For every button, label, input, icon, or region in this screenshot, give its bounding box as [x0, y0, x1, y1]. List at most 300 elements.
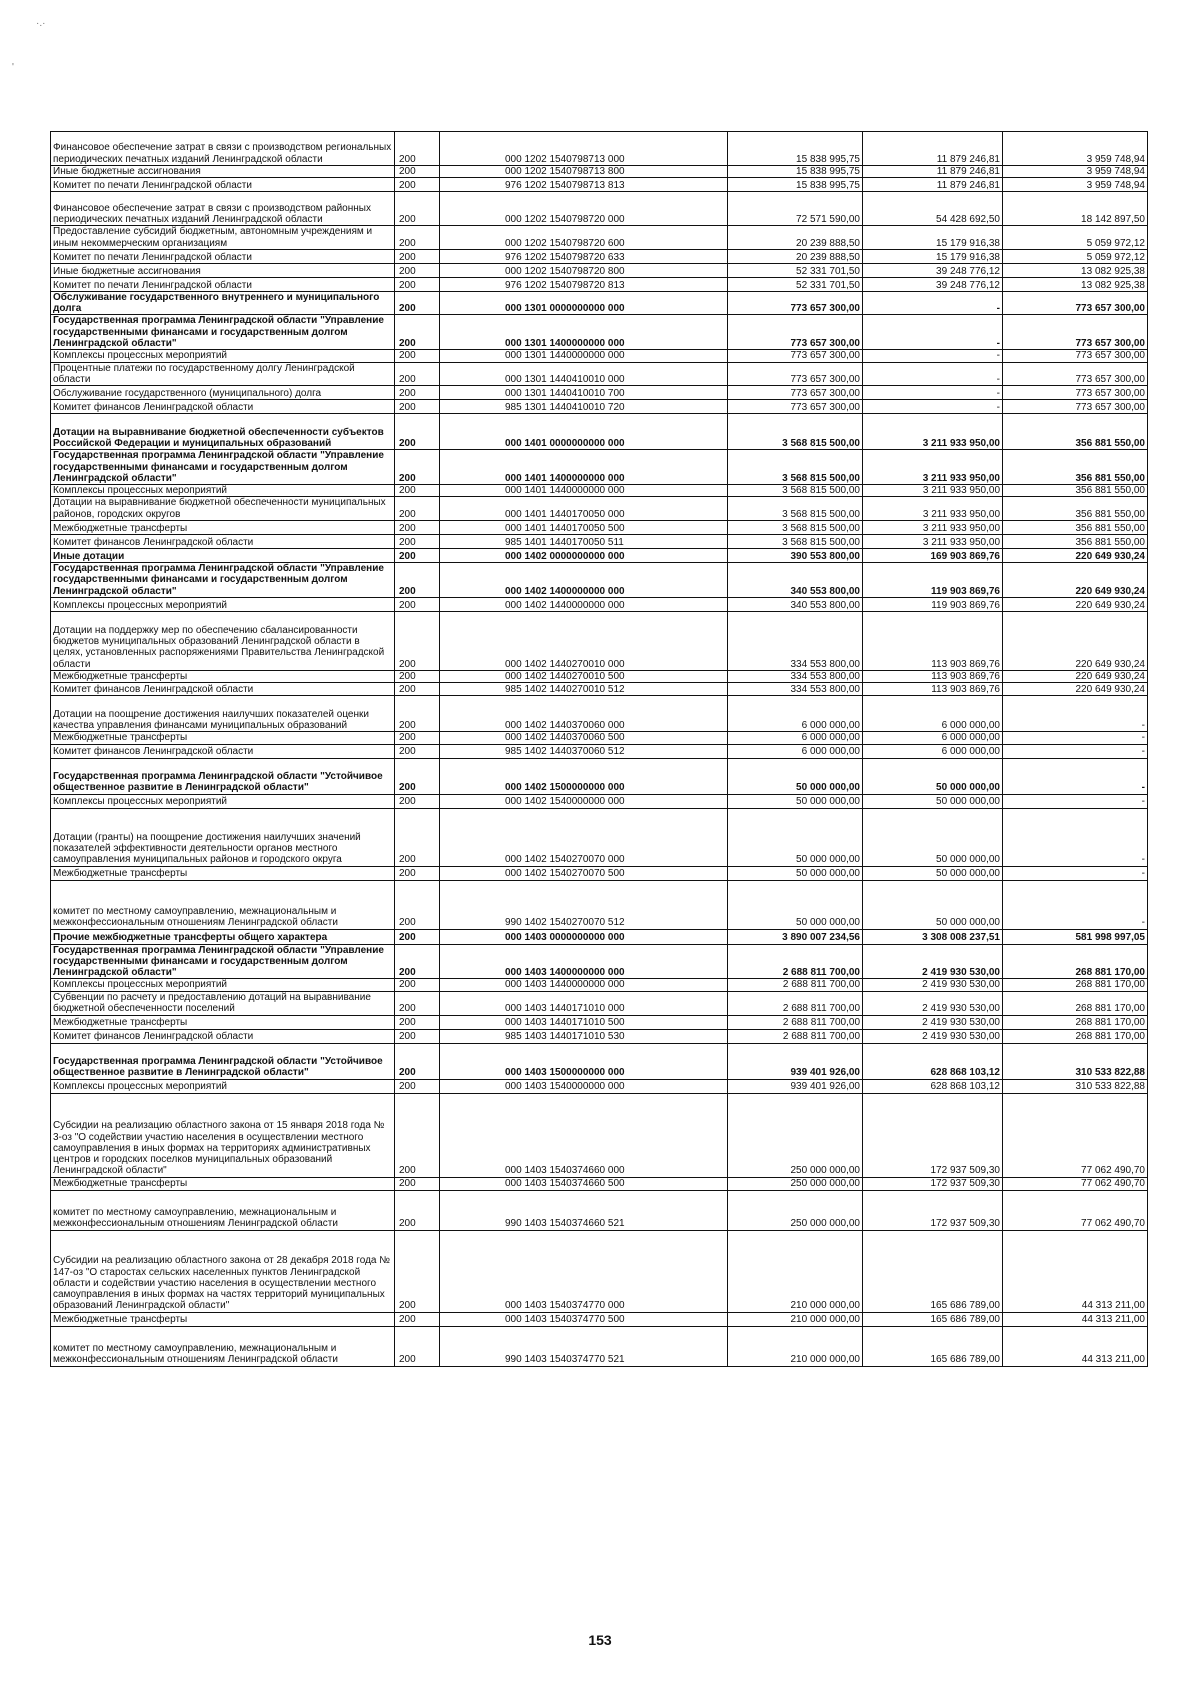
row-rest: 356 881 550,00	[1003, 521, 1148, 535]
row-name: Межбюджетные трансферты	[51, 732, 395, 744]
row-name: Иные бюджетные ассигнования	[51, 166, 395, 178]
table-row	[51, 597, 1148, 611]
row-code: 200	[395, 1029, 440, 1043]
row-kbk: 000 1401 1440000000 000	[440, 485, 728, 497]
table-row	[51, 450, 1148, 485]
row-rest: 44 313 211,00	[1003, 1230, 1148, 1312]
row-plan: 210 000 000,00	[728, 1312, 863, 1326]
row-fact: 15 179 916,38	[863, 226, 1003, 250]
table-row	[51, 563, 1148, 598]
row-fact: 628 868 103,12	[863, 1043, 1003, 1079]
row-code: 200	[395, 744, 440, 758]
row-fact: 6 000 000,00	[863, 744, 1003, 758]
table-row	[51, 744, 1148, 758]
row-plan: 6 000 000,00	[728, 696, 863, 732]
row-rest: 220 649 930,24	[1003, 670, 1148, 682]
row-kbk: 985 1301 1440410010 720	[440, 400, 728, 414]
row-rest: -	[1003, 732, 1148, 744]
row-fact: 165 686 789,00	[863, 1326, 1003, 1366]
row-name: Дотации на выравнивание бюджетной обеспеченности субъектов Российской Федерации и муниципальных образований	[51, 414, 395, 450]
row-kbk: 990 1402 1540270070 512	[440, 880, 728, 929]
row-kbk: 000 1403 1500000000 000	[440, 1043, 728, 1079]
row-plan: 250 000 000,00	[728, 1190, 863, 1230]
table-row	[51, 611, 1148, 670]
row-kbk: 976 1202 1540798720 813	[440, 277, 728, 291]
row-code: 200	[395, 350, 440, 362]
row-plan: 340 553 800,00	[728, 563, 863, 598]
row-kbk: 000 1402 0000000000 000	[440, 549, 728, 563]
row-code: 200	[395, 696, 440, 732]
row-kbk: 000 1301 0000000000 000	[440, 291, 728, 315]
table-row	[51, 263, 1148, 277]
row-name: Субсидии на реализацию областного закона от 28 декабря 2018 года № 147-оз "О старостах сельских населенных пунктов Ленинградской области и содействии участию населения в осуществлении местного самоуправления в иных формах на частях территорий муниципальных образований Ленинградской области"	[51, 1230, 395, 1312]
page-number: 153	[588, 1632, 612, 1648]
row-name: Государственная программа Ленинградской области "Управление государственными финансами и государственным долгом Ленинградской области"	[51, 315, 395, 350]
row-name: Комитет по печати Ленинградской области	[51, 277, 395, 291]
budget-table-container	[50, 131, 1143, 1367]
row-code: 200	[395, 979, 440, 991]
row-fact: 3 308 008 237,51	[863, 929, 1003, 944]
row-name: Дотации на поддержку мер по обеспечению сбалансированности бюджетов муниципальных образований Ленинградской области в целях, установленных распоряжениями Правительства Ленинградской области	[51, 611, 395, 670]
row-name: Государственная программа Ленинградской области "Устойчивое общественное развитие в Ленинградской области"	[51, 1043, 395, 1079]
scan-mark: ·.·	[36, 18, 46, 29]
row-name: Межбюджетные трансферты	[51, 1015, 395, 1029]
row-name: Межбюджетные трансферты	[51, 1177, 395, 1190]
row-name: Государственная программа Ленинградской области "Управление государственными финансами и государственным долгом Ленинградской области"	[51, 450, 395, 485]
row-rest: 773 657 300,00	[1003, 386, 1148, 400]
row-code: 200	[395, 400, 440, 414]
row-kbk: 000 1402 1440370060 000	[440, 696, 728, 732]
row-code: 200	[395, 263, 440, 277]
row-name: Комитет финансов Ленинградской области	[51, 744, 395, 758]
row-code: 200	[395, 1177, 440, 1190]
row-plan: 390 553 800,00	[728, 549, 863, 563]
row-rest: 581 998 997,05	[1003, 929, 1148, 944]
row-plan: 50 000 000,00	[728, 794, 863, 808]
row-code: 200	[395, 1190, 440, 1230]
row-plan: 50 000 000,00	[728, 880, 863, 929]
row-name: Межбюджетные трансферты	[51, 521, 395, 535]
row-rest: 356 881 550,00	[1003, 497, 1148, 521]
table-row	[51, 880, 1148, 929]
row-kbk: 000 1403 1440171010 500	[440, 1015, 728, 1029]
row-kbk: 000 1301 1400000000 000	[440, 315, 728, 350]
row-code: 200	[395, 521, 440, 535]
row-code: 200	[395, 497, 440, 521]
row-rest: 3 959 748,94	[1003, 166, 1148, 178]
row-fact: 119 903 869,76	[863, 563, 1003, 598]
row-kbk: 000 1202 1540798720 000	[440, 192, 728, 226]
row-kbk: 000 1402 1400000000 000	[440, 563, 728, 598]
row-fact: 2 419 930 530,00	[863, 944, 1003, 979]
row-plan: 3 568 815 500,00	[728, 485, 863, 497]
row-plan: 6 000 000,00	[728, 732, 863, 744]
row-kbk: 000 1301 1440000000 000	[440, 350, 728, 362]
table-row	[51, 132, 1148, 166]
row-rest: 268 881 170,00	[1003, 1015, 1148, 1029]
row-code: 200	[395, 485, 440, 497]
row-fact: 15 179 916,38	[863, 249, 1003, 263]
table-row	[51, 485, 1148, 497]
row-name: Обслуживание государственного внутреннего и муниципального долга	[51, 291, 395, 315]
table-row	[51, 696, 1148, 732]
row-rest: -	[1003, 866, 1148, 880]
row-plan: 3 568 815 500,00	[728, 497, 863, 521]
row-rest: -	[1003, 880, 1148, 929]
row-kbk: 985 1403 1440171010 530	[440, 1029, 728, 1043]
row-kbk: 000 1402 1540270070 500	[440, 866, 728, 880]
row-code: 200	[395, 732, 440, 744]
table-row	[51, 521, 1148, 535]
row-plan: 210 000 000,00	[728, 1326, 863, 1366]
row-kbk: 000 1402 1500000000 000	[440, 758, 728, 794]
row-fact: 113 903 869,76	[863, 670, 1003, 682]
row-rest: 44 313 211,00	[1003, 1326, 1148, 1366]
row-plan: 2 688 811 700,00	[728, 944, 863, 979]
table-row	[51, 178, 1148, 192]
row-fact: 165 686 789,00	[863, 1230, 1003, 1312]
row-name: Государственная программа Ленинградской области "Управление государственными финансами и государственным долгом Ленинградской области"	[51, 944, 395, 979]
row-kbk: 000 1401 1400000000 000	[440, 450, 728, 485]
row-fact: 39 248 776,12	[863, 277, 1003, 291]
row-fact: 6 000 000,00	[863, 696, 1003, 732]
row-name: Субвенции по расчету и предоставлению дотаций на выравнивание бюджетной обеспеченности поселений	[51, 991, 395, 1015]
table-row	[51, 414, 1148, 450]
row-name: Государственная программа Ленинградской области "Устойчивое общественное развитие в Ленинградской области"	[51, 758, 395, 794]
row-code: 200	[395, 132, 440, 166]
row-rest: 773 657 300,00	[1003, 291, 1148, 315]
row-kbk: 000 1401 0000000000 000	[440, 414, 728, 450]
row-name: комитет по местному самоуправлению, межнациональным и межконфессиональным отношениям Ленинградской области	[51, 880, 395, 929]
table-row	[51, 535, 1148, 549]
row-rest: 773 657 300,00	[1003, 315, 1148, 350]
row-kbk: 000 1403 1440000000 000	[440, 979, 728, 991]
row-plan: 3 890 007 234,56	[728, 929, 863, 944]
row-plan: 20 239 888,50	[728, 226, 863, 250]
row-code: 200	[395, 450, 440, 485]
row-name: Финансовое обеспечение затрат в связи с производством районных периодических печатных изданий Ленинградской области	[51, 192, 395, 226]
row-code: 200	[395, 1312, 440, 1326]
row-name: Обслуживание государственного (муниципального) долга	[51, 386, 395, 400]
row-fact: 3 211 933 950,00	[863, 485, 1003, 497]
row-fact: 165 686 789,00	[863, 1312, 1003, 1326]
row-fact: 172 937 509,30	[863, 1190, 1003, 1230]
table-row	[51, 929, 1148, 944]
table-row	[51, 794, 1148, 808]
row-rest: 356 881 550,00	[1003, 450, 1148, 485]
row-kbk: 000 1403 1440171010 000	[440, 991, 728, 1015]
table-row	[51, 497, 1148, 521]
row-kbk: 000 1403 1540374770 500	[440, 1312, 728, 1326]
table-row	[51, 808, 1148, 866]
row-rest: 268 881 170,00	[1003, 991, 1148, 1015]
row-kbk: 000 1202 1540798720 600	[440, 226, 728, 250]
row-rest: 44 313 211,00	[1003, 1312, 1148, 1326]
row-fact: -	[863, 315, 1003, 350]
row-rest: 5 059 972,12	[1003, 249, 1148, 263]
row-code: 200	[395, 866, 440, 880]
row-plan: 2 688 811 700,00	[728, 991, 863, 1015]
row-rest: 356 881 550,00	[1003, 485, 1148, 497]
row-kbk: 000 1402 1440270010 500	[440, 670, 728, 682]
row-rest: 356 881 550,00	[1003, 414, 1148, 450]
row-plan: 3 568 815 500,00	[728, 521, 863, 535]
row-code: 200	[395, 291, 440, 315]
row-plan: 2 688 811 700,00	[728, 1015, 863, 1029]
row-rest: -	[1003, 758, 1148, 794]
table-row	[51, 1190, 1148, 1230]
row-kbk: 985 1402 1440270010 512	[440, 683, 728, 696]
row-code: 200	[395, 192, 440, 226]
row-fact: 6 000 000,00	[863, 732, 1003, 744]
row-fact: 169 903 869,76	[863, 549, 1003, 563]
row-fact: 50 000 000,00	[863, 794, 1003, 808]
table-row	[51, 670, 1148, 682]
row-name: Иные дотации	[51, 549, 395, 563]
row-rest: -	[1003, 808, 1148, 866]
table-row	[51, 386, 1148, 400]
row-rest: 5 059 972,12	[1003, 226, 1148, 250]
row-rest: 220 649 930,24	[1003, 683, 1148, 696]
row-rest: 356 881 550,00	[1003, 535, 1148, 549]
row-plan: 210 000 000,00	[728, 1230, 863, 1312]
row-plan: 50 000 000,00	[728, 808, 863, 866]
row-fact: 50 000 000,00	[863, 880, 1003, 929]
row-kbk: 985 1402 1440370060 512	[440, 744, 728, 758]
table-row	[51, 944, 1148, 979]
row-kbk: 000 1202 1540798713 800	[440, 166, 728, 178]
row-name: Межбюджетные трансферты	[51, 670, 395, 682]
row-code: 200	[395, 597, 440, 611]
row-rest: -	[1003, 696, 1148, 732]
row-plan: 15 838 995,75	[728, 166, 863, 178]
table-row	[51, 350, 1148, 362]
row-rest: 220 649 930,24	[1003, 563, 1148, 598]
row-plan: 72 571 590,00	[728, 192, 863, 226]
row-plan: 773 657 300,00	[728, 362, 863, 386]
row-fact: 113 903 869,76	[863, 611, 1003, 670]
row-rest: 773 657 300,00	[1003, 350, 1148, 362]
table-row	[51, 277, 1148, 291]
row-plan: 50 000 000,00	[728, 866, 863, 880]
row-rest: -	[1003, 794, 1148, 808]
scan-mark: '	[12, 62, 14, 73]
row-name: Комитет финансов Ленинградской области	[51, 1029, 395, 1043]
row-plan: 334 553 800,00	[728, 611, 863, 670]
row-name: Комплексы процессных мероприятий	[51, 597, 395, 611]
table-row	[51, 249, 1148, 263]
row-fact: 3 211 933 950,00	[863, 414, 1003, 450]
row-rest: 268 881 170,00	[1003, 979, 1148, 991]
table-row	[51, 1326, 1148, 1366]
row-name: Комплексы процессных мероприятий	[51, 979, 395, 991]
row-code: 200	[395, 991, 440, 1015]
row-fact: -	[863, 362, 1003, 386]
row-kbk: 000 1301 1440410010 000	[440, 362, 728, 386]
row-plan: 334 553 800,00	[728, 670, 863, 682]
table-body	[51, 132, 1148, 1367]
row-fact: -	[863, 291, 1003, 315]
table-row	[51, 1079, 1148, 1093]
table-row	[51, 400, 1148, 414]
row-rest: 3 959 748,94	[1003, 178, 1148, 192]
table-row	[51, 1312, 1148, 1326]
row-code: 200	[395, 277, 440, 291]
table-row	[51, 226, 1148, 250]
row-code: 200	[395, 315, 440, 350]
row-kbk: 000 1301 1440410010 700	[440, 386, 728, 400]
row-plan: 939 401 926,00	[728, 1079, 863, 1093]
row-plan: 3 568 815 500,00	[728, 414, 863, 450]
row-plan: 3 568 815 500,00	[728, 535, 863, 549]
row-plan: 250 000 000,00	[728, 1177, 863, 1190]
row-kbk: 000 1402 1440270010 000	[440, 611, 728, 670]
row-code: 200	[395, 1079, 440, 1093]
row-code: 200	[395, 1230, 440, 1312]
table-row	[51, 192, 1148, 226]
row-code: 200	[395, 563, 440, 598]
row-name: Комитет финансов Ленинградской области	[51, 683, 395, 696]
row-kbk: 000 1403 1400000000 000	[440, 944, 728, 979]
table-row	[51, 291, 1148, 315]
row-rest: 773 657 300,00	[1003, 362, 1148, 386]
table-row	[51, 362, 1148, 386]
row-fact: -	[863, 400, 1003, 414]
row-fact: 11 879 246,81	[863, 132, 1003, 166]
row-code: 200	[395, 386, 440, 400]
row-fact: 39 248 776,12	[863, 263, 1003, 277]
row-plan: 6 000 000,00	[728, 744, 863, 758]
row-code: 200	[395, 929, 440, 944]
row-fact: 119 903 869,76	[863, 597, 1003, 611]
row-name: Субсидии на реализацию областного закона от 15 января 2018 года № 3-оз "О содействии участию населения в осуществлении местного самоуправления в иных формах на территориях административных центров и городских поселков муниципальных образований Ленинградской области"	[51, 1093, 395, 1177]
row-code: 200	[395, 226, 440, 250]
row-fact: 2 419 930 530,00	[863, 991, 1003, 1015]
row-name: Дотации (гранты) на поощрение достижения наилучших значений показателей эффективности деятельности органов местного самоуправления муниципальных районов и городского округа	[51, 808, 395, 866]
table-row	[51, 315, 1148, 350]
row-plan: 773 657 300,00	[728, 291, 863, 315]
row-rest: 220 649 930,24	[1003, 549, 1148, 563]
row-fact: 54 428 692,50	[863, 192, 1003, 226]
row-kbk: 000 1402 1540270070 000	[440, 808, 728, 866]
row-code: 200	[395, 1326, 440, 1366]
row-code: 200	[395, 535, 440, 549]
row-fact: 172 937 509,30	[863, 1177, 1003, 1190]
row-kbk: 976 1202 1540798720 633	[440, 249, 728, 263]
row-kbk: 000 1403 1540374660 500	[440, 1177, 728, 1190]
row-name: Прочие межбюджетные трансферты общего характера	[51, 929, 395, 944]
row-kbk: 000 1402 1540000000 000	[440, 794, 728, 808]
row-name: Комитет финансов Ленинградской области	[51, 535, 395, 549]
row-name: комитет по местному самоуправлению, межнациональным и межконфессиональным отношениям Ленинградской области	[51, 1326, 395, 1366]
table-row	[51, 1093, 1148, 1177]
row-name: Государственная программа Ленинградской области "Управление государственными финансами и государственным долгом Ленинградской области"	[51, 563, 395, 598]
row-name: Комитет финансов Ленинградской области	[51, 400, 395, 414]
row-plan: 773 657 300,00	[728, 350, 863, 362]
row-code: 200	[395, 944, 440, 979]
row-kbk: 000 1402 1440370060 500	[440, 732, 728, 744]
row-kbk: 990 1403 1540374660 521	[440, 1190, 728, 1230]
row-fact: 3 211 933 950,00	[863, 535, 1003, 549]
row-rest: 220 649 930,24	[1003, 611, 1148, 670]
table-row	[51, 991, 1148, 1015]
row-plan: 773 657 300,00	[728, 386, 863, 400]
row-code: 200	[395, 808, 440, 866]
row-name: Комплексы процессных мероприятий	[51, 1079, 395, 1093]
row-code: 200	[395, 1043, 440, 1079]
row-name: Финансовое обеспечение затрат в связи с производством региональных периодических печатных изданий Ленинградской области	[51, 132, 395, 166]
row-code: 200	[395, 178, 440, 192]
row-plan: 334 553 800,00	[728, 683, 863, 696]
table-row	[51, 1043, 1148, 1079]
row-name: Комитет по печати Ленинградской области	[51, 249, 395, 263]
row-code: 200	[395, 1015, 440, 1029]
row-fact: 172 937 509,30	[863, 1093, 1003, 1177]
row-kbk: 000 1402 1440000000 000	[440, 597, 728, 611]
row-fact: 2 419 930 530,00	[863, 1015, 1003, 1029]
row-plan: 773 657 300,00	[728, 315, 863, 350]
table-row	[51, 1029, 1148, 1043]
row-kbk: 000 1401 1440170050 500	[440, 521, 728, 535]
row-fact: 50 000 000,00	[863, 808, 1003, 866]
row-fact: 113 903 869,76	[863, 683, 1003, 696]
row-name: Процентные платежи по государственному долгу Ленинградской области	[51, 362, 395, 386]
budget-execution-table	[50, 131, 1148, 1367]
row-name: Предоставление субсидий бюджетным, автономным учреждениям и иным некоммерческим организациям	[51, 226, 395, 250]
row-rest: 3 959 748,94	[1003, 132, 1148, 166]
row-rest: 13 082 925,38	[1003, 263, 1148, 277]
row-name: комитет по местному самоуправлению, межнациональным и межконфессиональным отношениям Ленинградской области	[51, 1190, 395, 1230]
row-rest: 77 062 490,70	[1003, 1190, 1148, 1230]
row-code: 200	[395, 794, 440, 808]
row-rest: 310 533 822,88	[1003, 1079, 1148, 1093]
table-row	[51, 1230, 1148, 1312]
row-code: 200	[395, 362, 440, 386]
row-kbk: 000 1403 1540000000 000	[440, 1079, 728, 1093]
row-plan: 3 568 815 500,00	[728, 450, 863, 485]
table-row	[51, 1015, 1148, 1029]
row-name: Комплексы процессных мероприятий	[51, 350, 395, 362]
table-row	[51, 166, 1148, 178]
row-plan: 2 688 811 700,00	[728, 1029, 863, 1043]
row-name: Дотации на выравнивание бюджетной обеспеченности муниципальных районов, городских округов	[51, 497, 395, 521]
row-fact: -	[863, 350, 1003, 362]
row-kbk: 000 1403 1540374660 000	[440, 1093, 728, 1177]
table-row	[51, 866, 1148, 880]
row-fact: 50 000 000,00	[863, 758, 1003, 794]
row-fact: 50 000 000,00	[863, 866, 1003, 880]
row-plan: 773 657 300,00	[728, 400, 863, 414]
table-row	[51, 683, 1148, 696]
row-fact: 3 211 933 950,00	[863, 450, 1003, 485]
row-rest: 310 533 822,88	[1003, 1043, 1148, 1079]
row-plan: 15 838 995,75	[728, 132, 863, 166]
table-row	[51, 732, 1148, 744]
row-code: 200	[395, 549, 440, 563]
row-kbk: 000 1401 1440170050 000	[440, 497, 728, 521]
row-plan: 15 838 995,75	[728, 178, 863, 192]
row-rest: -	[1003, 744, 1148, 758]
row-plan: 939 401 926,00	[728, 1043, 863, 1079]
row-fact: 2 419 930 530,00	[863, 979, 1003, 991]
row-rest: 220 649 930,24	[1003, 597, 1148, 611]
row-plan: 52 331 701,50	[728, 263, 863, 277]
row-fact: 11 879 246,81	[863, 166, 1003, 178]
row-rest: 77 062 490,70	[1003, 1177, 1148, 1190]
row-plan: 52 331 701,50	[728, 277, 863, 291]
row-code: 200	[395, 166, 440, 178]
row-code: 200	[395, 611, 440, 670]
